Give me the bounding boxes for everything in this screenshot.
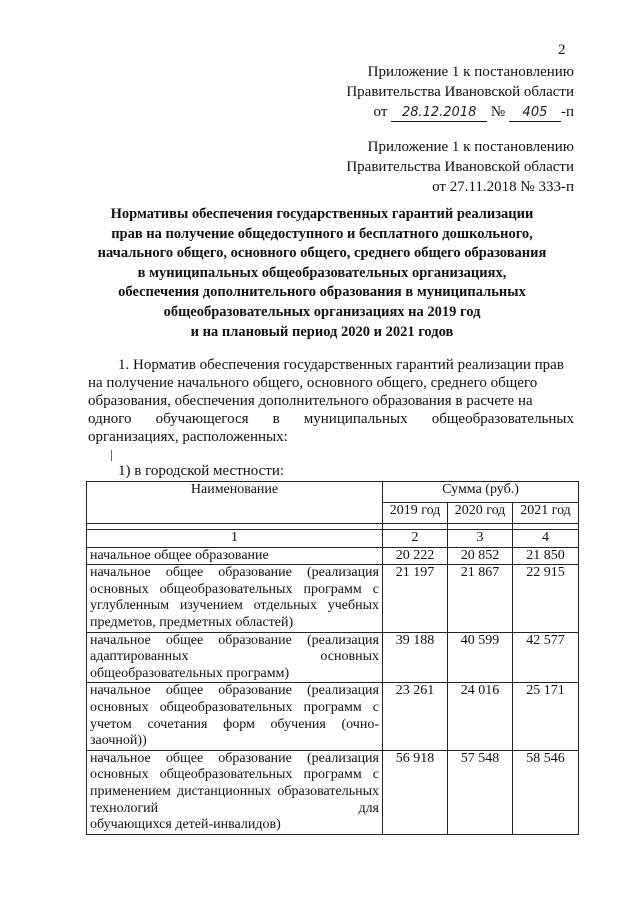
row-name-text: общеобразовательных программ)	[90, 665, 290, 681]
row-name	[87, 547, 383, 565]
paragraph-word: одного	[88, 411, 132, 427]
row-name-text: начальное общее образование (реализация адаптированных основных	[90, 632, 379, 665]
row-name	[87, 565, 383, 632]
value-2020: 57 548	[448, 750, 513, 834]
value-2019: 21 197	[383, 565, 448, 632]
title-line: и на плановый период 2020 и 2021 годов	[190, 323, 454, 340]
appendix-line: от 27.11.2018 № 333-п	[432, 179, 574, 195]
title-line: начального общего, основного общего, среднего общего образования	[97, 245, 547, 262]
paragraph-line: организациях, расположенных:	[88, 429, 288, 445]
header-name: Наименование	[87, 482, 383, 524]
paragraph-line: на получение начального общего, основного общего, среднего общего	[88, 375, 538, 391]
table-row	[87, 632, 579, 683]
value-2019: 56 918	[383, 750, 448, 834]
appendix-line: Правительства Ивановской области	[346, 159, 574, 175]
appendix-line: Правительства Ивановской области	[346, 84, 574, 100]
title-line: Нормативы обеспечения государственных гарантий реализации	[110, 206, 534, 222]
header-sum: Сумма (руб.)	[383, 482, 579, 503]
title-line: прав на получение общедоступного и бесплатного дошкольного,	[111, 225, 533, 242]
title-line: обеспечения дополнительного образования в муниципальных	[118, 284, 526, 301]
appendix-current-header	[346, 62, 574, 122]
value-2019: 23 261	[383, 683, 448, 750]
header-year: 2019 год	[383, 503, 448, 524]
handwritten-number: 405	[509, 105, 561, 122]
number-suffix: -п	[560, 104, 574, 120]
column-number: 1	[87, 530, 383, 548]
row-name-text: начальное общее образование	[90, 547, 269, 563]
value-2020: 20 852	[448, 547, 513, 565]
value-2021: 21 850	[513, 547, 579, 565]
value-2019: 20 222	[383, 547, 448, 565]
handwritten-date: 28.12.2018	[391, 105, 487, 122]
value-2020: 40 599	[448, 632, 513, 683]
paragraph-word: в	[272, 411, 280, 427]
title-line: в муниципальных общеобразовательных организациях,	[137, 264, 507, 281]
column-numbers-row	[87, 530, 579, 548]
row-name	[87, 683, 383, 750]
value-2020: 21 867	[448, 565, 513, 632]
appendix-line: Приложение 1 к постановлению	[367, 139, 574, 155]
row-name-text: заочной))	[90, 733, 147, 749]
row-name-text: начальное общее образование (реализация основных общеобразовательных программ с углубленным изучением отдельных учебных предметов, предметных областей)	[90, 565, 379, 630]
table-header-row	[87, 482, 579, 503]
table-row	[87, 750, 579, 834]
paragraph-word: обучающегося	[155, 411, 249, 427]
page-number: 2	[558, 42, 566, 58]
title-line: общеобразовательных организациях на 2019 год	[163, 303, 481, 320]
norm-paragraph	[88, 356, 574, 446]
value-2021: 58 546	[513, 750, 579, 834]
column-number: 4	[513, 530, 579, 548]
paragraph-word: муниципальных	[303, 411, 408, 427]
header-year: 2020 год	[448, 503, 513, 524]
paragraph-line	[88, 410, 574, 428]
value-2021: 42 577	[513, 632, 579, 683]
column-number: 3	[448, 530, 513, 548]
row-name-text: начальное общее образование (реализация основных общеобразовательных программ с применением дистанционных образовательных технологий для	[90, 750, 379, 816]
table-row	[87, 565, 579, 632]
row-name-text: обучающихся детей-инвалидов)	[90, 817, 281, 833]
paragraph-line: образования, обеспечения дополнительного образования в расчете на	[88, 393, 533, 409]
appendix-date-line	[346, 102, 574, 122]
subheading-urban: 1) в городской местности:	[118, 463, 285, 479]
value-2021: 25 171	[513, 683, 579, 750]
value-2021: 22 915	[513, 565, 579, 632]
row-name-text: начальное общее образование (реализация основных общеобразовательных программ с учетом сочетания форм обучения (очно-	[90, 683, 379, 732]
header-year: 2021 год	[513, 503, 579, 524]
table-row	[87, 547, 579, 565]
number-sign: №	[490, 104, 506, 120]
column-number: 2	[383, 530, 448, 548]
value-2019: 39 188	[383, 632, 448, 683]
norms-table	[86, 481, 579, 835]
value-2020: 24 016	[448, 683, 513, 750]
paragraph-line: 1. Норматив обеспечения государственных гарантий реализации прав	[118, 357, 564, 373]
row-name	[87, 632, 383, 683]
document-title	[62, 205, 582, 342]
row-name	[87, 750, 383, 834]
from-label: от	[373, 104, 388, 120]
text-cursor	[111, 450, 112, 461]
table-row	[87, 683, 579, 750]
appendix-line: Приложение 1 к постановлению	[367, 64, 574, 80]
paragraph-word: общеобразовательных	[431, 411, 574, 427]
appendix-original-header	[346, 137, 574, 197]
